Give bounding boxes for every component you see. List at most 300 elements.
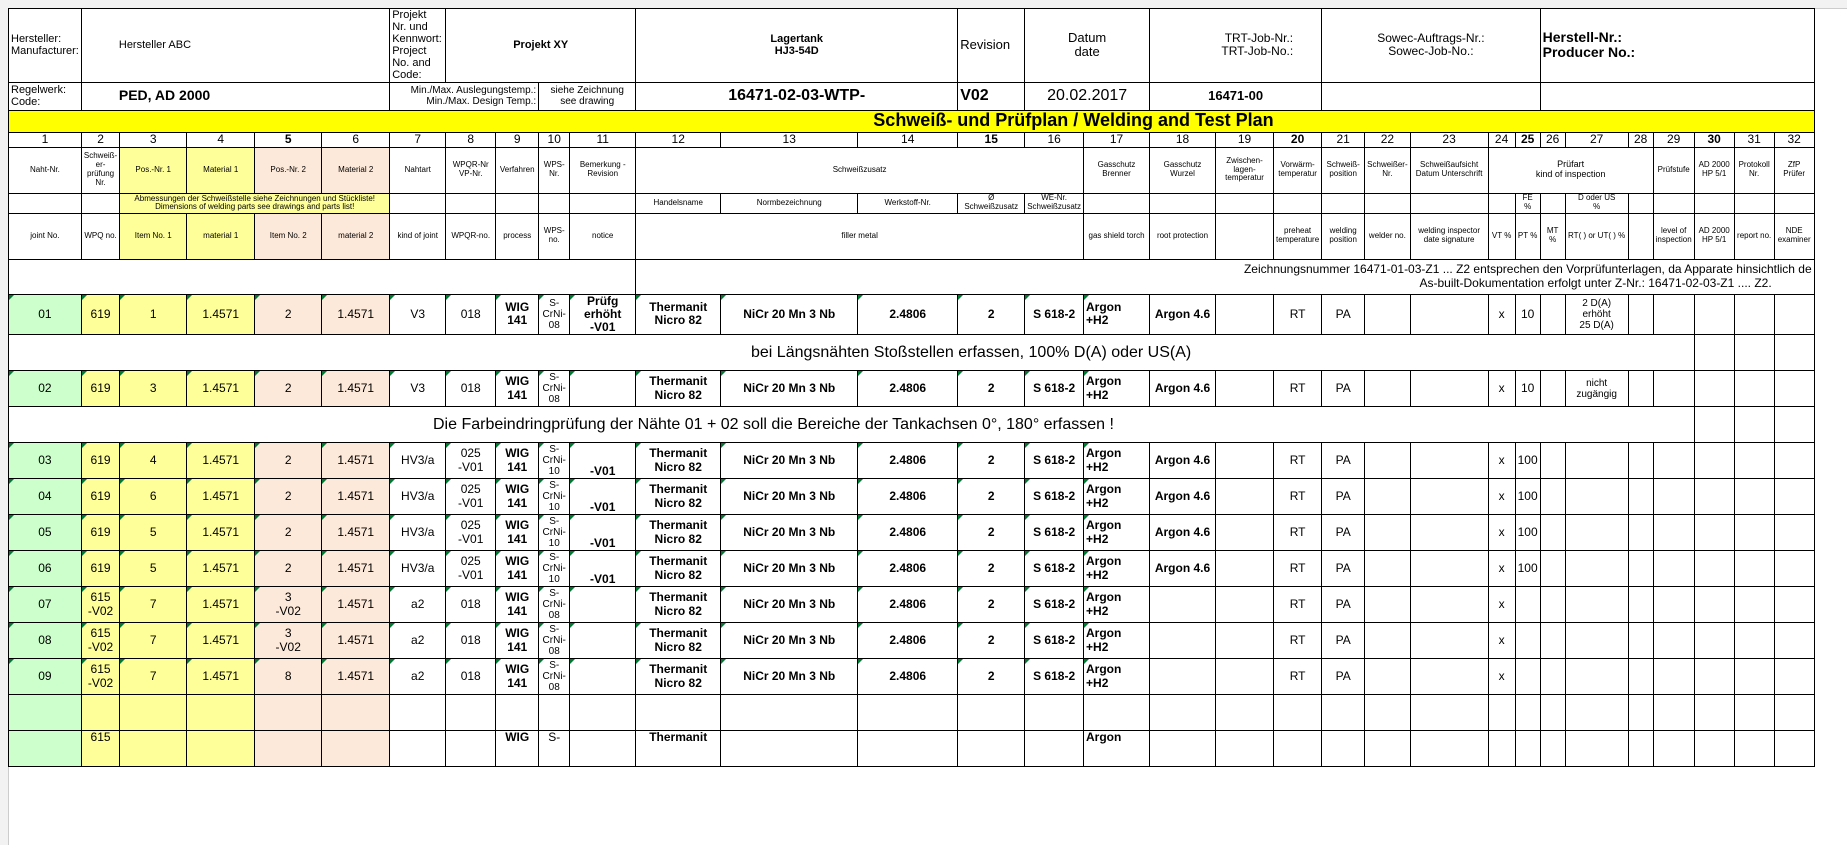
cell-vt: x	[1488, 551, 1515, 587]
column-number-8: 8	[446, 132, 496, 147]
drawing-note-line-1: Zeichnungsnummer 16471-01-03-Z1 ... Z2 entsprechen den Vorprüfunterlagen, da Apparate hinsichtlich de	[1243, 262, 1812, 277]
cell-col-28	[1628, 371, 1653, 407]
cell-rt-ut	[1565, 659, 1628, 695]
cell-preheat-temp: RT	[1274, 371, 1322, 407]
cell-report-no	[1734, 659, 1774, 695]
cell-interpass-temp	[1216, 587, 1274, 623]
cell-mt	[1540, 551, 1565, 587]
cell-root-protection	[1150, 731, 1216, 767]
cell-welding-inspector	[1410, 479, 1488, 515]
cell-wps-no: S-	[539, 731, 570, 767]
cell-joint-no	[9, 731, 82, 767]
cell-vt: x	[1488, 371, 1515, 407]
cell-nde-examiner	[1774, 551, 1814, 587]
cell-level-of-inspection	[1653, 731, 1694, 767]
cell-filler-material-no: 2.4806	[858, 294, 958, 335]
cell-rt-ut	[1565, 731, 1628, 767]
cell-wpq-no	[81, 695, 119, 731]
cell-material-1: 1.4571	[187, 479, 255, 515]
cell-filler-tradename	[636, 695, 721, 731]
title-line-1: Lagertank	[770, 33, 823, 46]
cell-item-no-1: 3	[120, 371, 187, 407]
cell-nde-examiner	[1774, 294, 1814, 335]
cell-col-28	[1628, 659, 1653, 695]
cell-process: WIG 141	[496, 479, 539, 515]
column-number-21: 21	[1322, 132, 1365, 147]
cell-welding-position: PA	[1322, 294, 1365, 335]
cell-wpq-no: 615 -V02	[81, 587, 119, 623]
sub-cell-22	[1365, 193, 1410, 213]
cell-item-no-2: 2	[255, 515, 322, 551]
cell-ad2000	[1694, 551, 1734, 587]
cell-item-no-1: 7	[120, 659, 187, 695]
cell-process: WIG 141	[496, 659, 539, 695]
cell-nde-examiner	[1774, 587, 1814, 623]
code-label: Regelwerk: Code:	[9, 82, 82, 110]
cell-level-of-inspection	[1653, 294, 1694, 335]
cell-col-28	[1628, 479, 1653, 515]
cell-ad2000	[1694, 371, 1734, 407]
cell-item-no-1: 5	[120, 515, 187, 551]
cell-rt-ut	[1565, 587, 1628, 623]
sub-cell-24	[1488, 193, 1515, 213]
cell-interpass-temp	[1216, 659, 1274, 695]
cell-material-2: 1.4571	[322, 587, 390, 623]
cell-mt	[1540, 294, 1565, 335]
cell-material-1: 1.4571	[187, 659, 255, 695]
cell-filler-we-no: S 618-2	[1025, 551, 1084, 587]
cell-notice: -V01	[570, 479, 636, 515]
cell-wps-no: S- CrNi- 08	[539, 659, 570, 695]
drawing-note-line-2: As-built-Dokumentation erfolgt unter Z-Nr.: 16471-02-03-Z1 .... Z2.	[1419, 275, 1772, 290]
sub-cell-30	[1694, 193, 1734, 213]
cell-item-no-2	[255, 695, 322, 731]
cell-material-1: 1.4571	[187, 551, 255, 587]
cell-notice	[570, 371, 636, 407]
cell-filler-tradename: Thermanit Nicro 82	[636, 587, 721, 623]
col-en-19	[1216, 213, 1274, 259]
sub-cell-28	[1628, 193, 1653, 213]
col-en-30: AD 2000 HP 5/1	[1694, 213, 1734, 259]
cell-rt-ut	[1565, 515, 1628, 551]
cell-filler-material-no	[858, 731, 958, 767]
cell-wps-no: S- CrNi- 08	[539, 294, 570, 335]
cell-material-2: 1.4571	[322, 443, 390, 479]
cell-col-28	[1628, 515, 1653, 551]
col-de-29: Prüfstufe	[1653, 147, 1694, 193]
column-number-1: 1	[9, 132, 82, 147]
cell-welder-no	[1365, 551, 1410, 587]
column-number-26: 26	[1540, 132, 1565, 147]
cell-material-2: 1.4571	[322, 294, 390, 335]
cell-report-no	[1734, 623, 1774, 659]
filler-tradename: Handelsname	[636, 193, 721, 213]
manufacturer-value: Hersteller ABC	[81, 9, 389, 83]
english-header-row	[9, 213, 1815, 259]
col-en-21: welding position	[1322, 213, 1365, 259]
table-row	[9, 587, 1815, 623]
cell-filler-we-no: S 618-2	[1025, 587, 1084, 623]
column-number-6: 6	[322, 132, 390, 147]
cell-process: WIG 141	[496, 551, 539, 587]
column-number-20: 20	[1274, 132, 1322, 147]
cell-rt-ut	[1565, 695, 1628, 731]
cell-notice: Prüfg erhöht -V01	[570, 294, 636, 335]
col-de-3: Pos.-Nr. 1	[120, 147, 187, 193]
cell-level-of-inspection	[1653, 695, 1694, 731]
col-en-17: gas shield torch	[1084, 213, 1150, 259]
cell-material-1: 1.4571	[187, 371, 255, 407]
cell-rt-ut: 2 D(A) erhöht 25 D(A)	[1565, 294, 1628, 335]
cell-report-no	[1734, 443, 1774, 479]
cell-preheat-temp: RT	[1274, 479, 1322, 515]
cell-item-no-1	[120, 695, 187, 731]
cell-filler-tradename: Thermanit Nicro 82	[636, 659, 721, 695]
cell-wps-no	[539, 695, 570, 731]
cell-gas-shield-torch: Argon +H2	[1084, 294, 1150, 335]
cell-filler-material-no: 2.4806	[858, 551, 958, 587]
cell-process: WIG 141	[496, 371, 539, 407]
table-row	[9, 551, 1815, 587]
cell-wpq-no: 619	[81, 551, 119, 587]
cell-mt	[1540, 623, 1565, 659]
cell-preheat-temp	[1274, 695, 1322, 731]
cell-preheat-temp: RT	[1274, 515, 1322, 551]
cell-root-protection	[1150, 587, 1216, 623]
cell-notice	[570, 695, 636, 731]
project-label: Projekt Nr. und Kennwort: Project No. and Code:	[390, 9, 446, 83]
cell-item-no-2: 3 -V02	[255, 587, 322, 623]
cell-nde-examiner	[1774, 623, 1814, 659]
cell-filler-norm: NiCr 20 Mn 3 Nb	[721, 479, 858, 515]
cell-wpqr-no: 025 -V01	[446, 443, 496, 479]
column-number-9: 9	[496, 132, 539, 147]
column-number-31: 31	[1734, 132, 1774, 147]
cell-filler-norm: NiCr 20 Mn 3 Nb	[721, 443, 858, 479]
col-en-31: report no.	[1734, 213, 1774, 259]
cell-item-no-1: 1	[120, 294, 187, 335]
column-number-23: 23	[1410, 132, 1488, 147]
col-en-3: Item No. 1	[120, 213, 187, 259]
cell-welder-no	[1365, 515, 1410, 551]
cell-report-no	[1734, 551, 1774, 587]
cell-wps-no: S- CrNi- 10	[539, 551, 570, 587]
cell-nde-examiner	[1774, 371, 1814, 407]
col-en-25: PT %	[1515, 213, 1540, 259]
cell-welding-inspector	[1410, 515, 1488, 551]
fe-label: FE %	[1515, 193, 1540, 213]
plan-title: Schweiß- und Prüfplan / Welding and Test Plan	[9, 110, 1815, 132]
revision-value: V02	[958, 82, 1025, 110]
cell-gas-shield-torch: Argon +H2	[1084, 659, 1150, 695]
col-de-22: Schweißer-Nr.	[1365, 147, 1410, 193]
cell-interpass-temp	[1216, 479, 1274, 515]
cell-filler-we-no: S 618-2	[1025, 294, 1084, 335]
manufacturer-label: Hersteller: Manufacturer:	[9, 9, 82, 83]
cell-filler-norm: NiCr 20 Mn 3 Nb	[721, 659, 858, 695]
cell-interpass-temp	[1216, 443, 1274, 479]
cell-nde-examiner	[1774, 515, 1814, 551]
filler-diameter: Ø Schweißzusatz	[958, 193, 1025, 213]
cell-material-2: 1.4571	[322, 371, 390, 407]
cell-col-28	[1628, 695, 1653, 731]
cell-material-2: 1.4571	[322, 551, 390, 587]
sub-header-row	[9, 193, 1815, 213]
cell-joint-no: 04	[9, 479, 82, 515]
sub-cell-20	[1274, 193, 1322, 213]
cell-filler-norm	[721, 695, 858, 731]
cell-vt	[1488, 731, 1515, 767]
sub-cell-7	[390, 193, 446, 213]
cell-wpqr-no: 025 -V01	[446, 551, 496, 587]
cell-item-no-2: 2	[255, 551, 322, 587]
document-title	[636, 9, 958, 83]
trt-job-value: 16471-00	[1150, 82, 1322, 110]
cell-joint-no: 06	[9, 551, 82, 587]
cell-rt-ut: nicht zugängig	[1565, 371, 1628, 407]
col-en-23: welding inspector date signature	[1410, 213, 1488, 259]
column-number-2: 2	[81, 132, 119, 147]
col-en-32: NDE examiner	[1774, 213, 1814, 259]
cell-item-no-1: 6	[120, 479, 187, 515]
cell-root-protection: Argon 4.6	[1150, 443, 1216, 479]
cell-process: WIG	[496, 731, 539, 767]
d-or-us-label: D oder US %	[1565, 193, 1628, 213]
cell-item-no-2: 2	[255, 371, 322, 407]
cell-wpq-no: 619	[81, 371, 119, 407]
cell-process: WIG 141	[496, 294, 539, 335]
cell-material-1: 1.4571	[187, 587, 255, 623]
col-en-24: VT %	[1488, 213, 1515, 259]
sub-cell-21	[1322, 193, 1365, 213]
cell-preheat-temp: RT	[1274, 551, 1322, 587]
col-en-26: MT %	[1540, 213, 1565, 259]
cell-vt: x	[1488, 515, 1515, 551]
table-row	[9, 623, 1815, 659]
cell-item-no-2: 3 -V02	[255, 623, 322, 659]
cell-notice: -V01	[570, 443, 636, 479]
cell-item-no-1: 7	[120, 587, 187, 623]
col-de-11: Bemerkung -Revision	[570, 147, 636, 193]
cell-wpq-no: 619	[81, 479, 119, 515]
cell-notice	[570, 587, 636, 623]
cell-level-of-inspection	[1653, 371, 1694, 407]
cell-welding-position: PA	[1322, 623, 1365, 659]
cell-joint-no: 05	[9, 515, 82, 551]
cell-wpqr-no: 018	[446, 623, 496, 659]
cell-rt-ut	[1565, 479, 1628, 515]
cell-ad2000	[1694, 731, 1734, 767]
cell-material-1: 1.4571	[187, 515, 255, 551]
col-en-18: root protection	[1150, 213, 1216, 259]
cell-material-2: 1.4571	[322, 623, 390, 659]
cell-kind-of-joint: a2	[390, 587, 446, 623]
cell-process: WIG 141	[496, 515, 539, 551]
sub-cell-9	[496, 193, 539, 213]
welding-plan-table	[8, 8, 1815, 767]
longitudinal-note-row	[9, 335, 1815, 371]
table-row	[9, 371, 1815, 407]
cell-notice: -V01	[570, 551, 636, 587]
longitudinal-note-spacer	[1734, 335, 1774, 371]
cell-rt-ut	[1565, 623, 1628, 659]
cell-material-2: 1.4571	[322, 515, 390, 551]
cell-filler-diameter: 2	[958, 515, 1025, 551]
col-de-19: Zwischen-lagen-temperatur	[1216, 147, 1274, 193]
cell-nde-examiner	[1774, 731, 1814, 767]
date-label: Datum date	[1025, 9, 1150, 83]
cell-interpass-temp	[1216, 695, 1274, 731]
welding-test-plan-sheet	[8, 8, 1815, 767]
cell-gas-shield-torch: Argon +H2	[1084, 623, 1150, 659]
col-de-12: Schweißzusatz	[636, 147, 1084, 193]
column-number-25: 25	[1515, 132, 1540, 147]
cell-item-no-1: 5	[120, 551, 187, 587]
cell-welder-no	[1365, 371, 1410, 407]
code-value: PED, AD 2000	[81, 82, 389, 110]
cell-material-2: 1.4571	[322, 659, 390, 695]
cell-preheat-temp: RT	[1274, 659, 1322, 695]
sub-cell-11	[570, 193, 636, 213]
cell-welding-position: PA	[1322, 587, 1365, 623]
cell-pt: 100	[1515, 551, 1540, 587]
col-en-11: notice	[570, 213, 636, 259]
revision-label: Revision	[958, 9, 1025, 83]
col-en-1: joint No.	[9, 213, 82, 259]
cell-col-28	[1628, 443, 1653, 479]
cell-gas-shield-torch: Argon	[1084, 731, 1150, 767]
cell-filler-we-no: S 618-2	[1025, 515, 1084, 551]
column-number-30: 30	[1694, 132, 1734, 147]
cell-col-28	[1628, 731, 1653, 767]
longitudinal-note: bei Längsnähten Stoßstellen erfassen, 100% D(A) oder US(A)	[9, 335, 1695, 371]
cell-item-no-1	[120, 731, 187, 767]
cell-filler-tradename: Thermanit Nicro 82	[636, 479, 721, 515]
column-number-28: 28	[1628, 132, 1653, 147]
column-number-17: 17	[1084, 132, 1150, 147]
cell-filler-norm: NiCr 20 Mn 3 Nb	[721, 515, 858, 551]
sub-cell-10	[539, 193, 570, 213]
cell-filler-material-no: 2.4806	[858, 587, 958, 623]
cell-interpass-temp	[1216, 515, 1274, 551]
cell-welder-no	[1365, 659, 1410, 695]
cell-filler-we-no: S 618-2	[1025, 443, 1084, 479]
cell-wpqr-no: 018	[446, 371, 496, 407]
cell-filler-diameter: 2	[958, 294, 1025, 335]
cell-filler-we-no	[1025, 695, 1084, 731]
project-value: Projekt XY	[446, 9, 636, 83]
cell-item-no-2: 2	[255, 479, 322, 515]
cell-wps-no: S- CrNi- 08	[539, 371, 570, 407]
cell-filler-material-no: 2.4806	[858, 443, 958, 479]
cell-wpqr-no: 018	[446, 587, 496, 623]
col-de-7: Nahtart	[390, 147, 446, 193]
cell-preheat-temp: RT	[1274, 587, 1322, 623]
table-row	[9, 659, 1815, 695]
cell-filler-tradename: Thermanit	[636, 731, 721, 767]
cell-interpass-temp	[1216, 731, 1274, 767]
col-de-20: Vorwärm-temperatur	[1274, 147, 1322, 193]
cell-report-no	[1734, 695, 1774, 731]
cell-filler-material-no	[858, 695, 958, 731]
cell-wpqr-no	[446, 731, 496, 767]
cell-filler-diameter: 2	[958, 623, 1025, 659]
cell-pt	[1515, 659, 1540, 695]
column-number-11: 11	[570, 132, 636, 147]
column-number-18: 18	[1150, 132, 1216, 147]
cell-welding-inspector	[1410, 371, 1488, 407]
col-en-6: material 2	[322, 213, 390, 259]
cell-report-no	[1734, 371, 1774, 407]
cell-kind-of-joint	[390, 731, 446, 767]
cell-wps-no: S- CrNi- 10	[539, 515, 570, 551]
cell-vt: x	[1488, 659, 1515, 695]
cell-welder-no	[1365, 695, 1410, 731]
cell-welding-inspector	[1410, 294, 1488, 335]
cell-col-28	[1628, 294, 1653, 335]
cell-welder-no	[1365, 587, 1410, 623]
cell-wpq-no: 615	[81, 731, 119, 767]
col-de-30: AD 2000 HP 5/1	[1694, 147, 1734, 193]
col-en-28	[1628, 213, 1653, 259]
cell-interpass-temp	[1216, 623, 1274, 659]
cell-filler-diameter: 2	[958, 371, 1025, 407]
cell-joint-no: 03	[9, 443, 82, 479]
cell-kind-of-joint: a2	[390, 623, 446, 659]
cell-filler-norm	[721, 731, 858, 767]
cell-report-no	[1734, 515, 1774, 551]
cell-kind-of-joint: a2	[390, 659, 446, 695]
cell-ad2000	[1694, 294, 1734, 335]
cell-material-1: 1.4571	[187, 623, 255, 659]
sub-cell-31	[1734, 193, 1774, 213]
cell-material-1: 1.4571	[187, 294, 255, 335]
cell-kind-of-joint: HV3/a	[390, 479, 446, 515]
column-number-5: 5	[255, 132, 322, 147]
cell-item-no-2	[255, 731, 322, 767]
dimensions-note: Abmessungen der Schweißstelle siehe Zeichnungen und Stückliste! Dimensions of welding parts see drawings and parts list!	[120, 193, 390, 213]
cell-welding-inspector	[1410, 695, 1488, 731]
cell-level-of-inspection	[1653, 443, 1694, 479]
penetrant-note: Die Farbeindringprüfung der Nähte 01 + 02 soll die Bereiche der Tankachsen 0°, 180° erfassen !	[9, 407, 1695, 443]
column-number-29: 29	[1653, 132, 1694, 147]
col-de-31: Protokoll Nr.	[1734, 147, 1774, 193]
cell-gas-shield-torch: Argon +H2	[1084, 443, 1150, 479]
column-number-13: 13	[721, 132, 858, 147]
cell-gas-shield-torch	[1084, 695, 1150, 731]
sowec-job-label: Sowec-Auftrags-Nr.: Sowec-Job-No.:	[1322, 9, 1540, 83]
date-value: 20.02.2017	[1025, 82, 1150, 110]
col-de-23: Schweißaufsicht Datum Unterschrift	[1410, 147, 1488, 193]
cell-filler-tradename: Thermanit Nicro 82	[636, 551, 721, 587]
cell-rt-ut	[1565, 551, 1628, 587]
col-de-1: Naht-Nr.	[9, 147, 82, 193]
column-number-3: 3	[120, 132, 187, 147]
cell-ad2000	[1694, 587, 1734, 623]
title-line-2: HJ3-54D	[774, 45, 819, 58]
cell-filler-material-no: 2.4806	[858, 479, 958, 515]
cell-report-no	[1734, 479, 1774, 515]
cell-filler-we-no: S 618-2	[1025, 479, 1084, 515]
cell-filler-we-no	[1025, 731, 1084, 767]
cell-level-of-inspection	[1653, 659, 1694, 695]
column-number-12: 12	[636, 132, 721, 147]
cell-wps-no: S- CrNi- 10	[539, 479, 570, 515]
cell-vt: x	[1488, 479, 1515, 515]
cell-pt: 100	[1515, 515, 1540, 551]
drawing-note	[636, 259, 1814, 294]
cell-level-of-inspection	[1653, 515, 1694, 551]
